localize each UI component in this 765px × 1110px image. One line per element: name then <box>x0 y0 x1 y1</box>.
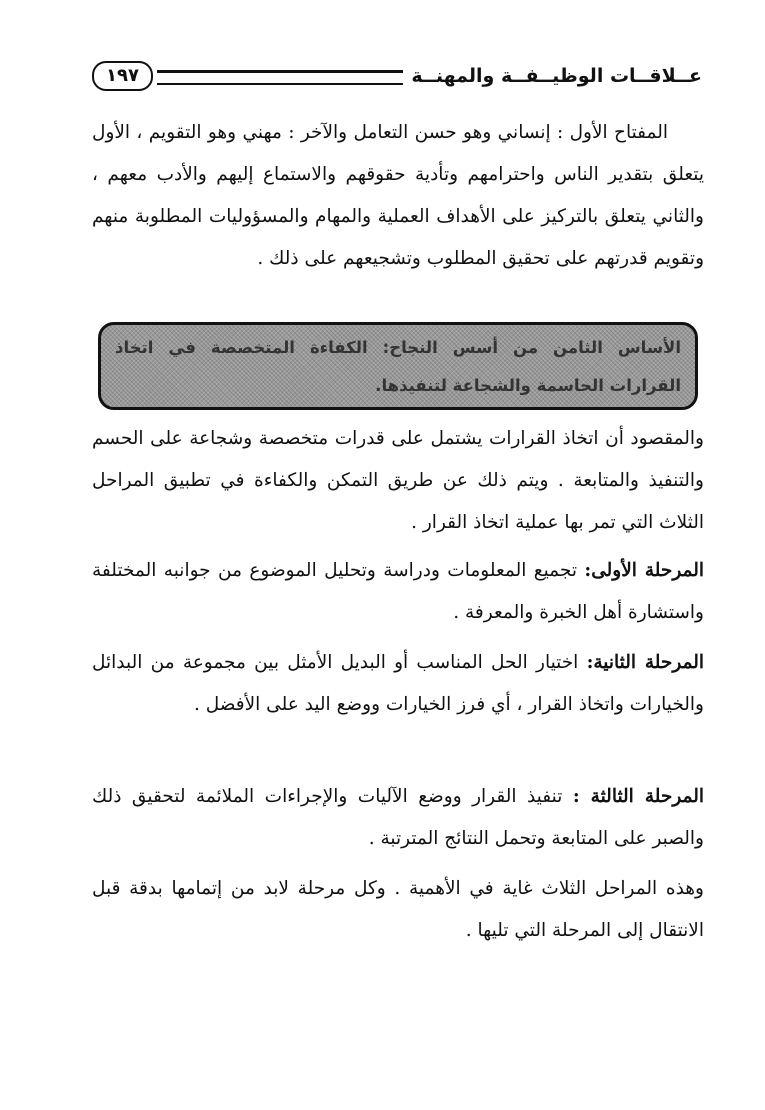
stage-3-label: المرحلة الثالثة : <box>572 786 704 807</box>
paragraph-2 <box>92 418 704 544</box>
page-number: ١٩٧ <box>92 61 153 91</box>
stage-1-label: المرحلة الأولى: <box>584 560 705 581</box>
stage-2-label: المرحلة الثانية: <box>586 652 704 673</box>
highlight-box-text: الأساس الثامن من أسس النجاح: الكفاءة المتخصصة في اتخاذ القرارات الحاسمة والشجاعة لتنفيذها. <box>115 338 681 395</box>
paragraph-1-text: المفتاح الأول : إنساني وهو حسن التعامل والآخر : مهني وهو التقويم ، الأول يتعلق بتقدير الناس واحترامهم وتأدية حقوقهم والاستماع إليهم والأدب معهم ، والثاني يتعلق بالتركيز على الأهداف العملية والمهام والمسؤوليات المطلوبة منهم وتقويم قدرتهم على تحقيق المطلوب وتشجيعهم على ذلك . <box>92 122 704 269</box>
stage-3-text: تنفيذ القرار ووضع الآليات والإجراءات الملائمة لتحقيق ذلك والصبر على المتابعة وتحمل النتائج المترتبة . <box>92 786 704 849</box>
paragraph-1 <box>92 112 704 280</box>
paragraph-closing <box>92 868 704 952</box>
stage-2 <box>92 642 704 726</box>
stage-2-text: اختيار الحل المناسب أو البديل الأمثل بين مجموعة من البدائل والخيارات واتخاذ القرار ، أي فرز الخيارات ووضع اليد على الأفضل . <box>92 652 704 715</box>
running-header <box>92 60 702 92</box>
chapter-title: عــلاقــات الوظيــفــة والمهنــة <box>411 65 702 87</box>
stage-1 <box>92 550 704 634</box>
highlight-box <box>98 322 698 410</box>
paragraph-closing-text: وهذه المراحل الثلاث غاية في الأهمية . وكل مرحلة لابد من إتمامها بدقة قبل الانتقال إلى المرحلة التي تليها . <box>92 878 704 941</box>
stage-1-text: تجميع المعلومات ودراسة وتحليل الموضوع من جوانبه المختلفة واستشارة أهل الخبرة والمعرفة . <box>92 560 704 623</box>
header-rule <box>157 70 403 85</box>
stage-3 <box>92 776 704 860</box>
paragraph-2-text: والمقصود أن اتخاذ القرارات يشتمل على قدرات متخصصة وشجاعة على الحسم والتنفيذ والمتابعة . ويتم ذلك عن طريق التمكن والكفاءة في تطبيق المراحل الثلاث التي تمر بها عملية اتخاذ القرار . <box>92 428 704 533</box>
